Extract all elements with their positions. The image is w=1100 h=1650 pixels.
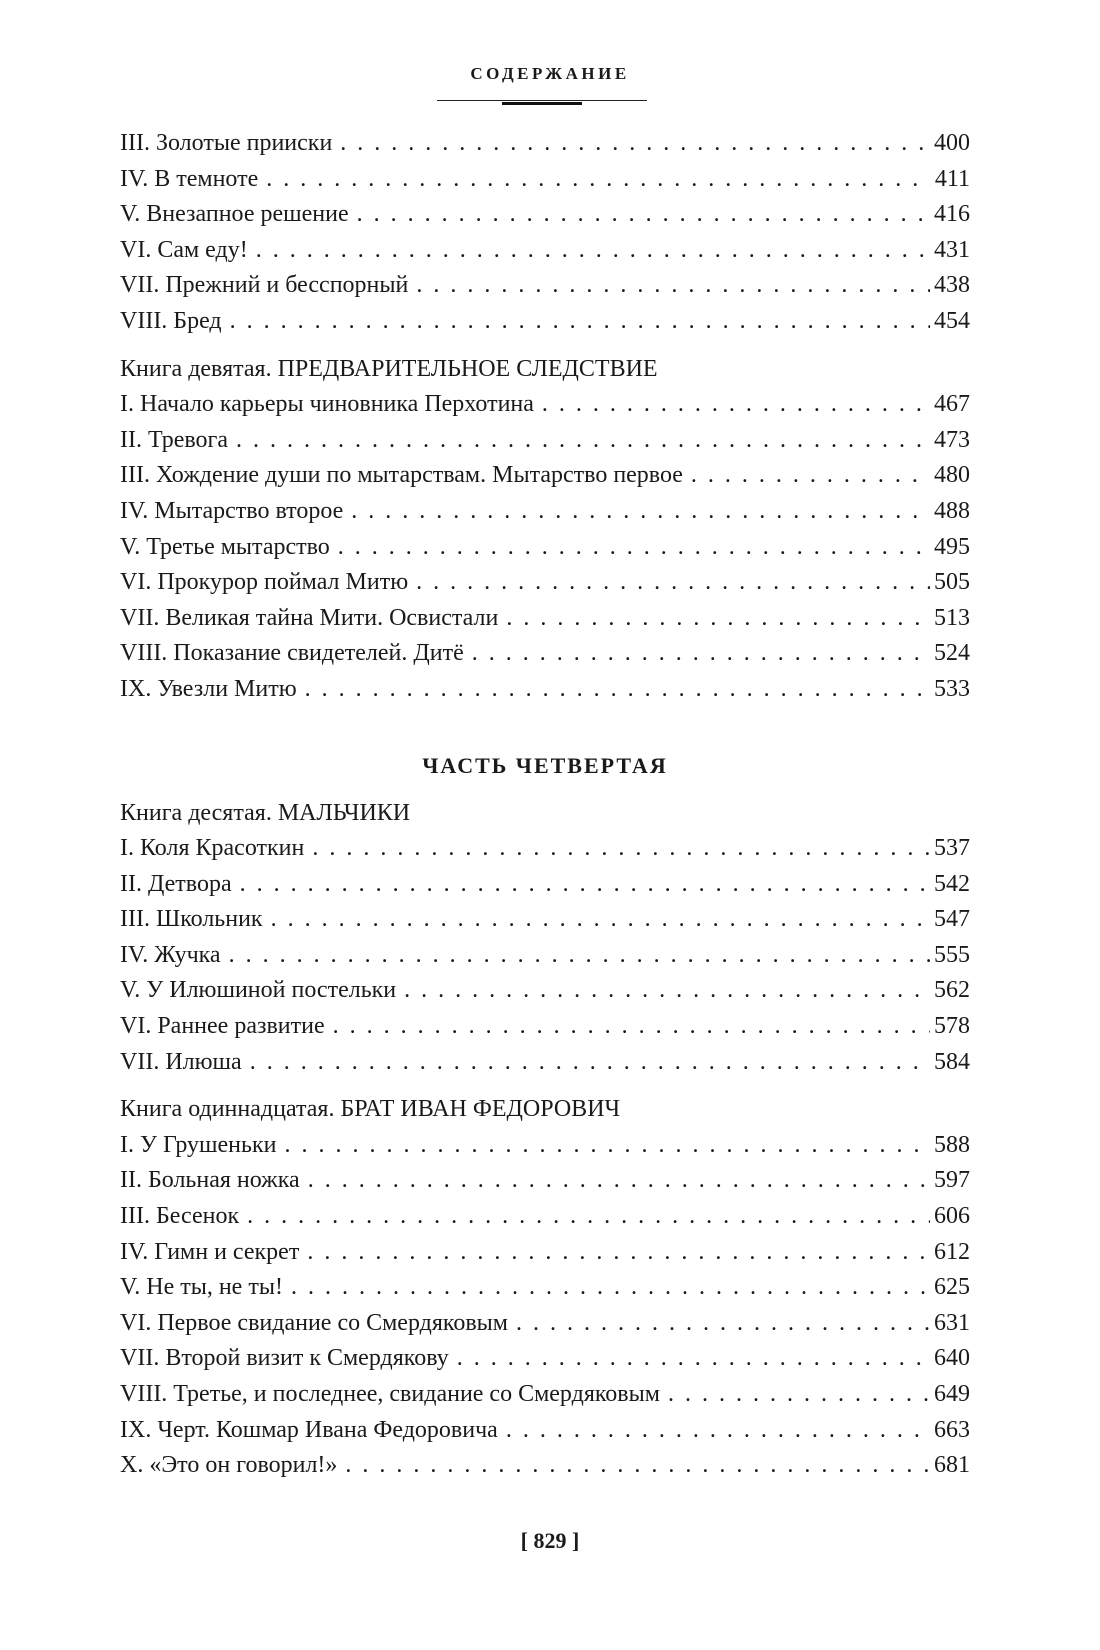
toc-entry-title: V. Не ты, не ты!: [120, 1274, 283, 1301]
toc-entry[interactable]: [120, 1306, 970, 1342]
toc-entry-page: 513: [934, 604, 970, 631]
toc-entry-page: 547: [934, 906, 970, 933]
toc-entry-page: 625: [934, 1274, 970, 1301]
dot-leader: [230, 304, 930, 340]
toc-entry-title: VII. Илюша: [120, 1048, 242, 1075]
dot-leader: [291, 1270, 930, 1306]
toc-entry[interactable]: [120, 973, 970, 1009]
toc-entry[interactable]: [120, 1199, 970, 1235]
toc-entry-page: 640: [934, 1345, 970, 1372]
toc-entry[interactable]: [120, 1413, 970, 1449]
toc-entry-page: 411: [934, 165, 970, 192]
toc-entry-title: I. У Грушеньки: [120, 1131, 277, 1158]
toc-entry-title: VI. Прокурор поймал Митю: [120, 569, 409, 596]
toc-entry-page: 537: [934, 835, 970, 862]
toc-entry-title: VII. Прежний и бесспорный: [120, 272, 409, 299]
toc-entry[interactable]: [120, 197, 970, 233]
toc-entry[interactable]: [120, 1270, 970, 1306]
toc-entry-title: IX. Увезли Митю: [120, 675, 297, 702]
toc-entry[interactable]: [120, 494, 970, 530]
part-block: [120, 748, 970, 784]
dot-leader: [229, 938, 930, 974]
toc-entry-title: I. Начало карьеры чиновника Перхотина: [120, 391, 534, 418]
page-number: [ 829 ]: [520, 1528, 580, 1553]
dot-leader: [312, 831, 930, 867]
toc-entry[interactable]: [120, 601, 970, 637]
toc-entry-page: 431: [934, 236, 970, 263]
toc-entry-page: 606: [934, 1203, 970, 1230]
toc-entry-page: 649: [934, 1381, 970, 1407]
dot-leader: [691, 458, 930, 494]
toc-entry[interactable]: [120, 530, 970, 566]
toc-entry[interactable]: [120, 1009, 970, 1045]
dot-leader: [338, 530, 930, 566]
toc-entry-title: III. Бесенок: [120, 1203, 240, 1230]
toc-entry-title: V. Третье мытарство: [120, 533, 330, 560]
toc-entry-page: 416: [934, 201, 970, 228]
toc-entry[interactable]: [120, 636, 970, 672]
toc-entry[interactable]: [120, 1045, 970, 1081]
toc-entry-page: 612: [934, 1238, 970, 1265]
toc-section: [120, 1092, 970, 1484]
toc-entry-title: VI. Первое свидание со Смердяковым: [120, 1309, 508, 1336]
toc-entry[interactable]: [120, 423, 970, 459]
toc-entry[interactable]: [120, 938, 970, 974]
toc-entry-page: 663: [934, 1416, 970, 1443]
dot-leader: [308, 1163, 930, 1199]
toc-entry[interactable]: [120, 867, 970, 903]
toc-entry[interactable]: [120, 162, 970, 198]
toc-entry-page: 562: [934, 977, 970, 1004]
dot-leader: [351, 494, 930, 530]
book-heading: Книга одиннадцатая. БРАТ ИВАН ФЕДОРОВИЧ: [120, 1096, 621, 1123]
toc-entry[interactable]: [120, 458, 970, 494]
toc-entry-page: 480: [934, 462, 970, 489]
toc-entry-title: I. Коля Красоткин: [120, 835, 305, 862]
dot-leader: [240, 867, 930, 903]
toc-entry-page: 681: [934, 1452, 970, 1479]
header-rule-thin: [437, 100, 647, 101]
toc-entry[interactable]: [120, 902, 970, 938]
toc-entry[interactable]: [120, 1341, 970, 1377]
toc-entry-page: 542: [934, 870, 970, 897]
dot-leader: [305, 672, 930, 708]
toc-entry[interactable]: [120, 1128, 970, 1164]
toc-entry-page: 473: [934, 426, 970, 453]
dot-leader: [236, 423, 930, 459]
table-of-contents: [120, 126, 970, 1484]
dot-leader: [340, 126, 930, 162]
running-head: СОДЕРЖАНИЕ: [470, 64, 630, 83]
toc-entry[interactable]: [120, 304, 970, 340]
dot-leader: [416, 268, 930, 304]
dot-leader: [506, 1413, 930, 1449]
dot-leader: [506, 601, 930, 637]
dot-leader: [307, 1235, 930, 1271]
toc-entry-page: 578: [934, 1013, 970, 1040]
toc-entry-title: III. Золотые прииски: [120, 130, 333, 156]
dot-leader: [457, 1341, 930, 1377]
toc-entry[interactable]: [120, 1448, 970, 1484]
toc-entry[interactable]: [120, 1235, 970, 1271]
book-heading: Книга девятая. ПРЕДВАРИТЕЛЬНОЕ СЛЕДСТВИЕ: [120, 355, 658, 382]
toc-entry-title: III. Хождение души по мытарствам. Мытарство первое: [120, 462, 683, 489]
dot-leader: [472, 636, 930, 672]
toc-section: [120, 126, 970, 340]
toc-entry-title: II. Больная ножка: [120, 1167, 300, 1194]
toc-entry-page: 505: [934, 569, 970, 596]
toc-entry[interactable]: [120, 268, 970, 304]
dot-leader: [542, 387, 930, 423]
dot-leader: [668, 1377, 930, 1413]
dot-leader: [250, 1045, 930, 1081]
toc-entry[interactable]: [120, 672, 970, 708]
toc-entry-title: IV. Жучка: [120, 941, 221, 968]
toc-entry-title: V. У Илюшиной постельки: [120, 977, 397, 1004]
toc-entry-title: III. Школьник: [120, 906, 263, 933]
toc-entry[interactable]: [120, 1163, 970, 1199]
dot-leader: [404, 973, 930, 1009]
toc-entry-page: 597: [934, 1167, 970, 1194]
toc-entry-title: VII. Второй визит к Смердякову: [120, 1345, 449, 1372]
toc-entry-title: II. Детвора: [120, 870, 232, 897]
toc-entry-title: VII. Великая тайна Мити. Освистали: [120, 604, 499, 631]
part-heading: ЧАСТЬ ЧЕТВЕРТАЯ: [422, 752, 668, 778]
toc-entry[interactable]: [120, 126, 970, 162]
dot-leader: [266, 162, 931, 198]
toc-entry-title: IX. Черт. Кошмар Ивана Федоровича: [120, 1416, 498, 1443]
toc-entry-page: 555: [934, 941, 970, 968]
toc-entry-page: 438: [934, 272, 970, 299]
toc-entry[interactable]: [120, 387, 970, 423]
toc-entry-page: 467: [934, 391, 970, 418]
toc-entry-title: II. Тревога: [120, 426, 229, 453]
toc-entry-page: 533: [934, 675, 970, 702]
toc-entry-title: VIII. Бред: [120, 307, 222, 334]
book-heading: Книга десятая. МАЛЬЧИКИ: [120, 799, 411, 826]
dot-leader: [357, 197, 930, 233]
toc-entry[interactable]: [120, 831, 970, 867]
header-rule-thick: [502, 102, 582, 105]
toc-entry[interactable]: [120, 565, 970, 601]
toc-entry[interactable]: [120, 1377, 970, 1413]
toc-section: [120, 796, 970, 1081]
toc-entry-title: IV. В темноте: [120, 165, 259, 192]
toc-entry[interactable]: [120, 233, 970, 269]
toc-entry-title: VI. Сам еду!: [120, 236, 248, 263]
dot-leader: [247, 1199, 930, 1235]
dot-leader: [416, 565, 930, 601]
toc-entry-title: IV. Мытарство второе: [120, 497, 344, 524]
dot-leader: [516, 1306, 930, 1342]
toc-entry-page: 400: [934, 130, 970, 156]
toc-entry-title: VIII. Третье, и последнее, свидание со Смердяковым: [120, 1381, 660, 1407]
toc-section: [120, 352, 970, 708]
toc-entry-page: 524: [934, 640, 970, 667]
toc-entry-page: 454: [934, 307, 970, 334]
dot-leader: [345, 1448, 930, 1484]
toc-entry-title: VIII. Показание свидетелей. Дитё: [120, 640, 464, 667]
toc-entry-title: X. «Это он говорил!»: [120, 1452, 338, 1479]
toc-entry-page: 488: [934, 497, 970, 524]
dot-leader: [333, 1009, 930, 1045]
toc-entry-page: 588: [934, 1131, 970, 1158]
toc-entry-title: IV. Гимн и секрет: [120, 1238, 300, 1265]
dot-leader: [256, 233, 930, 269]
dot-leader: [271, 902, 930, 938]
toc-entry-title: VI. Раннее развитие: [120, 1013, 325, 1040]
toc-entry-page: 631: [934, 1309, 970, 1336]
toc-entry-title: V. Внезапное решение: [120, 201, 349, 228]
dot-leader: [284, 1128, 930, 1164]
toc-entry-page: 584: [934, 1048, 970, 1075]
toc-entry-page: 495: [934, 533, 970, 560]
